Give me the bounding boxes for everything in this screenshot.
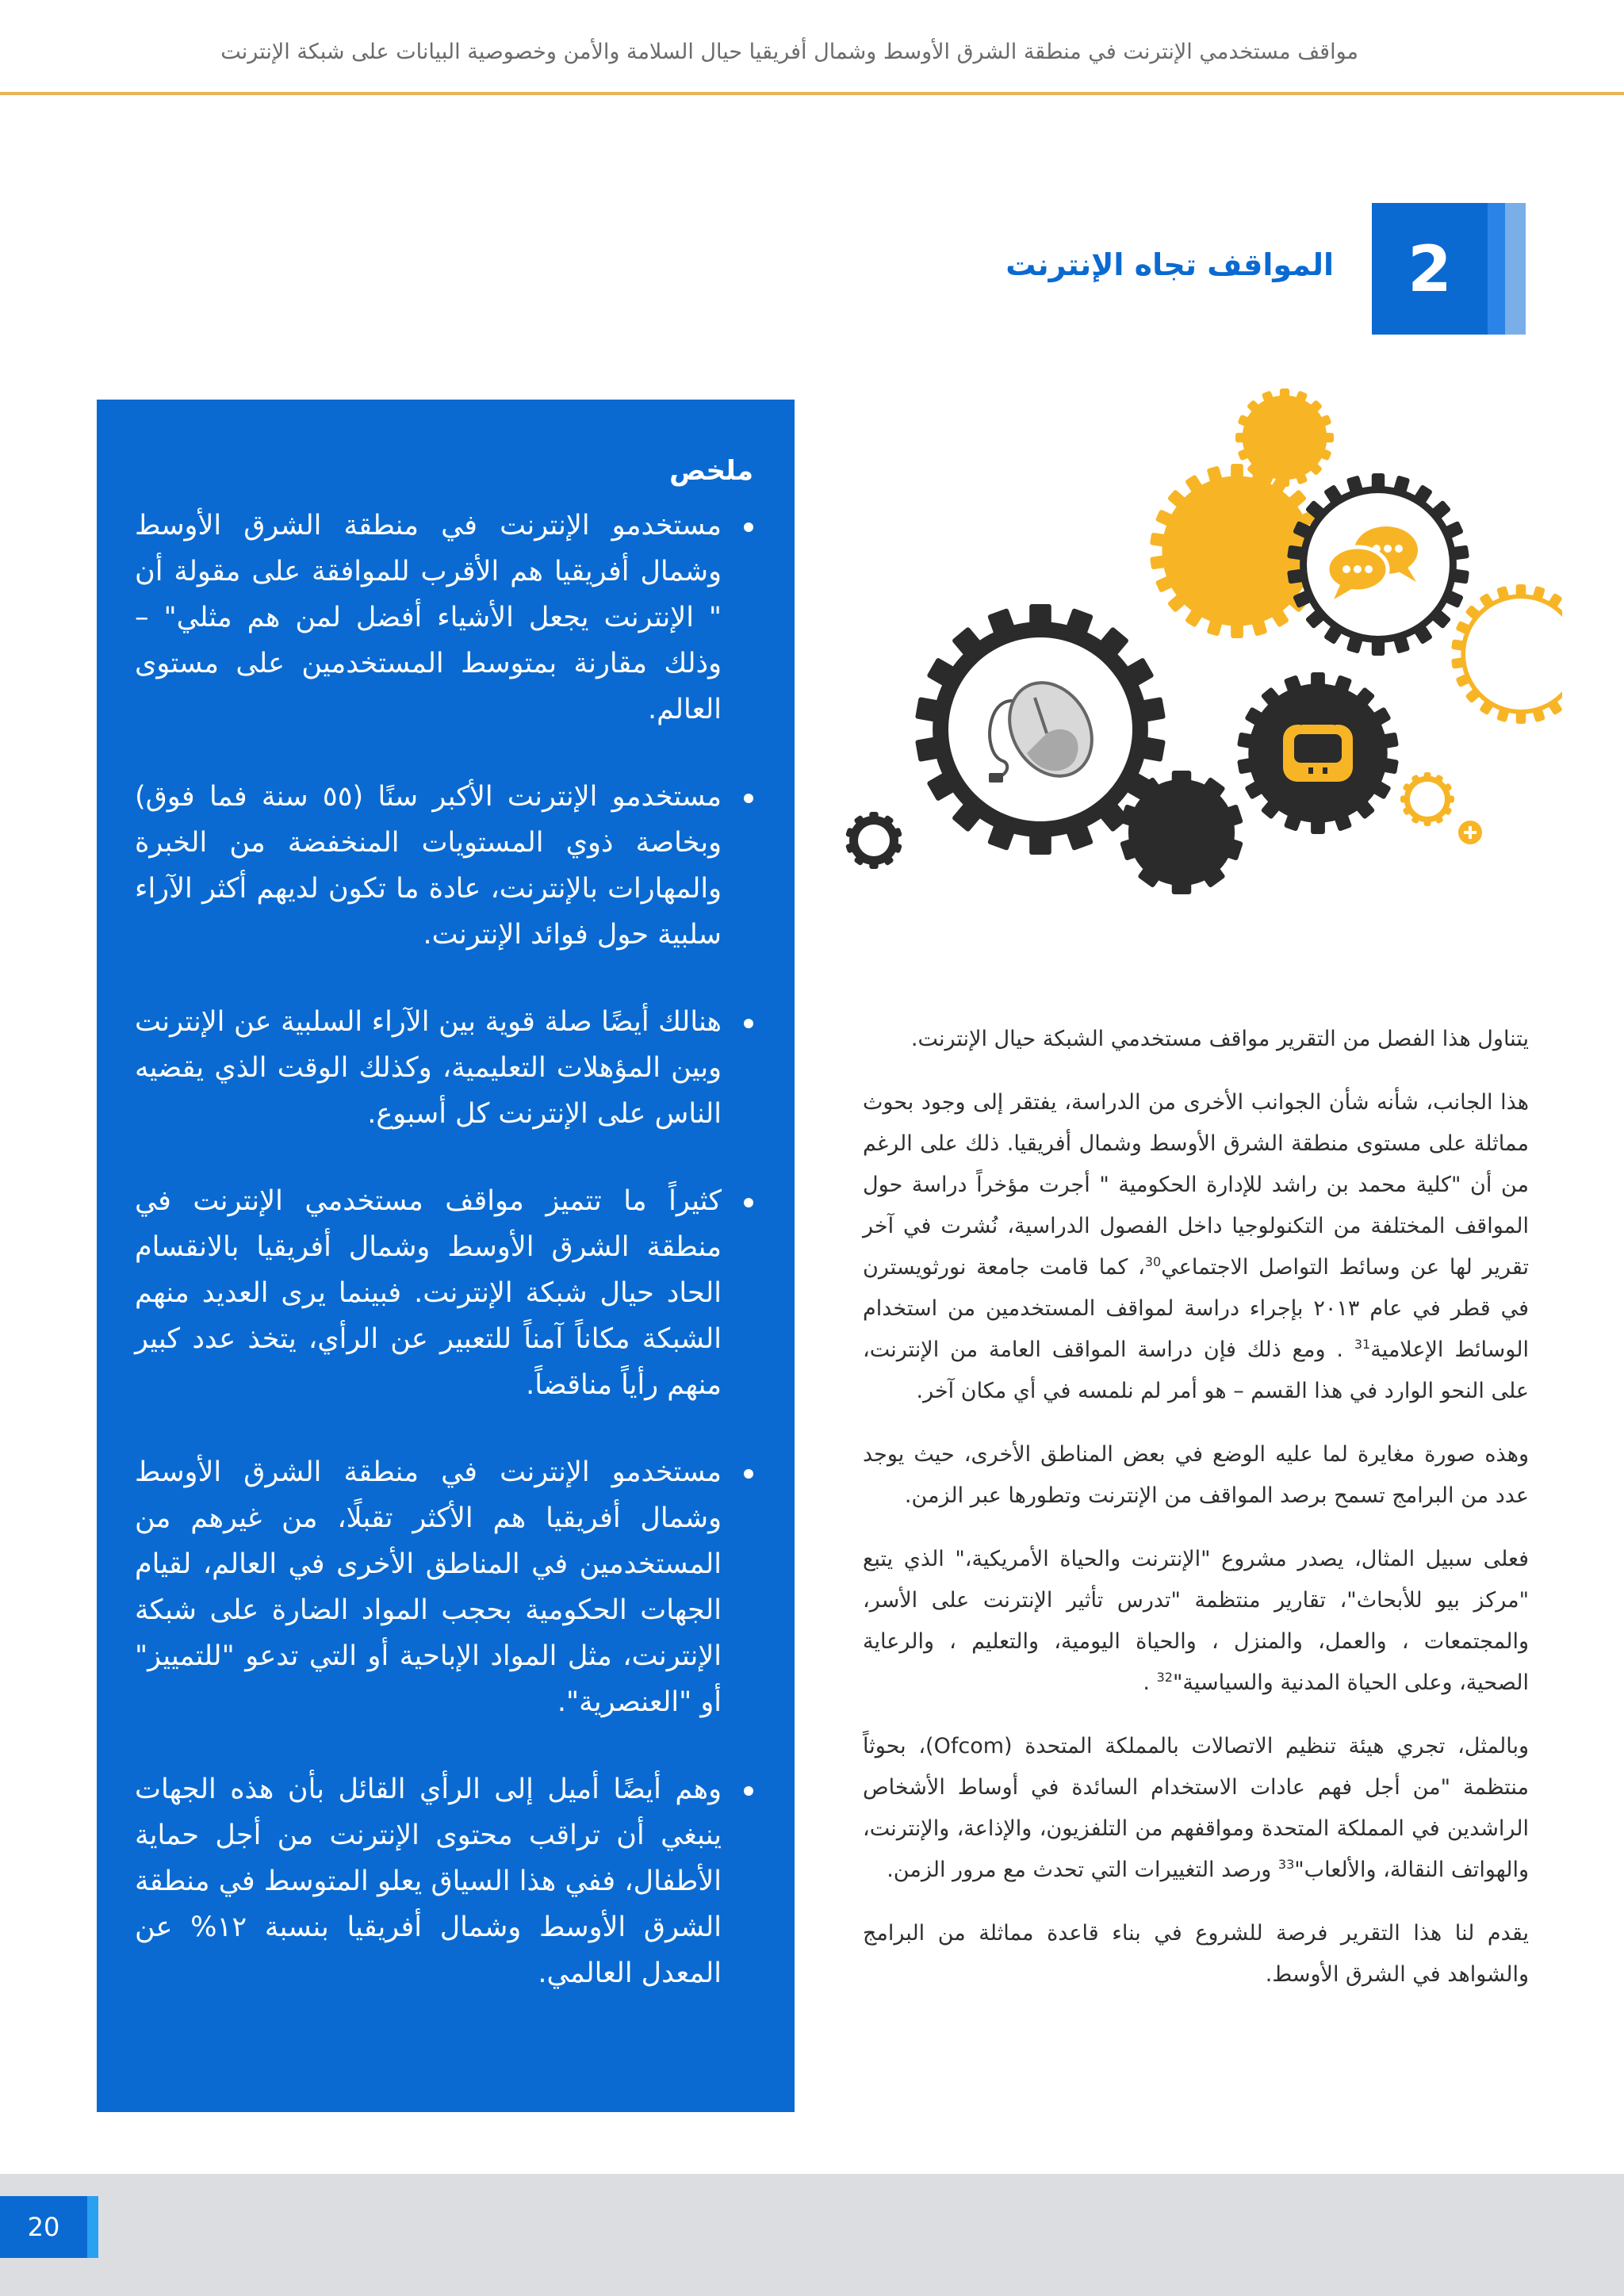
summary-title: ملخص	[669, 455, 753, 487]
body-paragraph: هذا الجانب، شأنه شأن الجوانب الأخرى من الدراسة، يفتقر إلى وجود بحوث مماثلة على مستوى منطقة الشرق الأوسط وشمال أفريقيا. ذلك على الرغم من أن "كلية محمد بن راشد للإدارة الحكومية " أجرت مؤخراً دراسة حول المواقف المختلفة من التكنولوجيا داخل الفصول الدراسية، نُشرت في آخر تقرير لها عن وسائط التواصل الاجتماعي$^{30}$، كما قامت جامعة نورثويسترن في قطر في عام ٢٠١٣ بإجراء دراسة لمواقف المستخدمين من استخدام الوسائط الإعلامية$^{31}$ . ومع ذلك فإن دراسة المواقف العامة من الإنترنت، على النحو الوارد في هذا القسم – هو أمر لم نلمسه في أي مكان آخر.	[863, 1090, 1529, 1403]
gear-tiny-dark	[845, 812, 902, 869]
gears-illustration	[833, 381, 1562, 904]
chapter-stripe	[1505, 203, 1526, 335]
summary-item: هنالك أيضًا صلة قوية بين الآراء السلبية عن الإنترنت وبين المؤهلات التعليمية، وكذلك الوقت الذي يقضيه الناس على الإنترنت كل أسبوع.	[135, 999, 753, 1137]
gear-small-yellow	[1235, 388, 1334, 487]
gear-tiny-yellow	[1400, 772, 1454, 826]
body-paragraph: يتناول هذا الفصل من التقرير مواقف مستخدمي الشبكة حيال الإنترنت.	[910, 1027, 1529, 1051]
footnote-ref: 33	[1277, 1857, 1295, 1872]
bullet-icon	[744, 794, 753, 803]
plus-icon	[1458, 821, 1482, 844]
bullet-icon	[744, 522, 753, 532]
running-header-title: مواقف مستخدمي الإنترنت في منطقة الشرق الأوسط وشمال أفريقيا حيال السلامة والأمن وخصوصية البيانات على شبكة الإنترنت	[220, 40, 1358, 64]
bullet-icon	[744, 1019, 753, 1028]
summary-item: وهم أيضًا أميل إلى الرأي القائل بأن هذه الجهات ينبغي أن تراقب محتوى الإنترنت من أجل حماية الأطفال، ففي هذا السياق يعلو المتوسط في منطقة الشرق الأوسط وشمال أفريقيا بنسبة ١٢% عن المعدل العالمي.	[135, 1766, 753, 1996]
footnote-ref: 31	[1354, 1337, 1371, 1352]
gear-ring-yellow	[1451, 584, 1562, 724]
summary-item: مستخدمو الإنترنت الأكبر سنًا (٥٥ سنة فما فوق) وبخاصة ذوي المستويات المنخفضة من الخبرة والمهارات بالإنترنت، عادة ما تكون لديهم أكثر الآراء سلبية حول فوائد الإنترنت.	[135, 774, 753, 958]
body-text	[863, 1019, 1529, 2018]
summary-box	[97, 400, 795, 2112]
body-paragraph: وبالمثل، تجري هيئة تنظيم الاتصالات بالمملكة المتحدة (Ofcom)، بحوثاً منتظمة "من أجل فهم عادات الاستخدام السائدة في أوساط الأشخاص الراشدين في المملكة المتحدة ومواقفهم من التلفزيون، والإذاعة، والإنترنت، والهواتف النقالة، والألعاب"$^{33}$ ورصد التغييرات التي تحدث مع مرور الزمن.	[863, 1734, 1529, 1882]
chapter-number: 2	[1372, 203, 1488, 335]
summary-item: كثيراً ما تتميز مواقف مستخدمي الإنترنت في منطقة الشرق الأوسط وشمال أفريقيا بالانقسام الحاد حيال شبكة الإنترنت. فبينما يرى العديد منهم الشبكة مكاناً آمناً للتعبير عن الرأي، يتخذ عدد كبير منهم رأياً مناقضاً.	[135, 1178, 753, 1408]
body-paragraph: يقدم لنا هذا التقرير فرصة للشروع في بناء قاعدة مماثلة من البرامج والشواهد في الشرق الأوسط.	[863, 1921, 1529, 1987]
body-paragraph: وهذه صورة مغايرة لما عليه الوضع في بعض المناطق الأخرى، حيث يوجد عدد من البرامج تسمح برصد المواقف من الإنترنت وتطورها عبر الزمن.	[863, 1442, 1529, 1508]
footnote-ref: 32	[1156, 1670, 1173, 1685]
bullet-icon	[744, 1198, 753, 1207]
bullet-icon	[744, 1786, 753, 1796]
bullet-icon	[744, 1469, 753, 1479]
summary-item: مستخدمو الإنترنت في منطقة الشرق الأوسط وشمال أفريقيا هم الأقرب للموافقة على مقولة أن " الإنترنت يجعل الأشياء أفضل لمن هم مثلي" – وذلك مقارنة بمتوسط المستخدمين على مستوى العالم.	[135, 503, 753, 733]
running-header	[0, 0, 1624, 95]
chapter-stripe	[1488, 203, 1505, 335]
body-paragraph: فعلى سبيل المثال، يصدر مشروع "الإنترنت والحياة الأمريكية،" الذي يتبع "مركز بيو للأبحاث"، تقارير منتظمة "تدرس تأثير الإنترنت على الأسر، والمجتمعات ، والعمل، والمنزل ، والحياة اليومية، والتعليم ، والرعاية الصحية، وعلى الحياة المدنية والسياسية"$^{32}$ .	[863, 1547, 1529, 1695]
chapter-title: المواقف تجاه الإنترنت	[1005, 247, 1334, 282]
page-number: 20	[0, 2196, 87, 2258]
page-stripe	[87, 2196, 98, 2258]
summary-item: مستخدمو الإنترنت في منطقة الشرق الأوسط وشمال أفريقيا هم الأكثر تقبلًا، من غيرهم من المستخدمين في المناطق الأخرى في العالم، لقيام الجهات الحكومية بحجب المواد الضارة على شبكة الإنترنت، مثل المواد الإباحية أو التي تدعو "للتمييز" أو "العنصرية".	[135, 1449, 753, 1725]
footer-bar	[0, 2174, 1624, 2296]
footnote-ref: 30	[1144, 1254, 1162, 1269]
summary-list	[135, 503, 753, 2038]
